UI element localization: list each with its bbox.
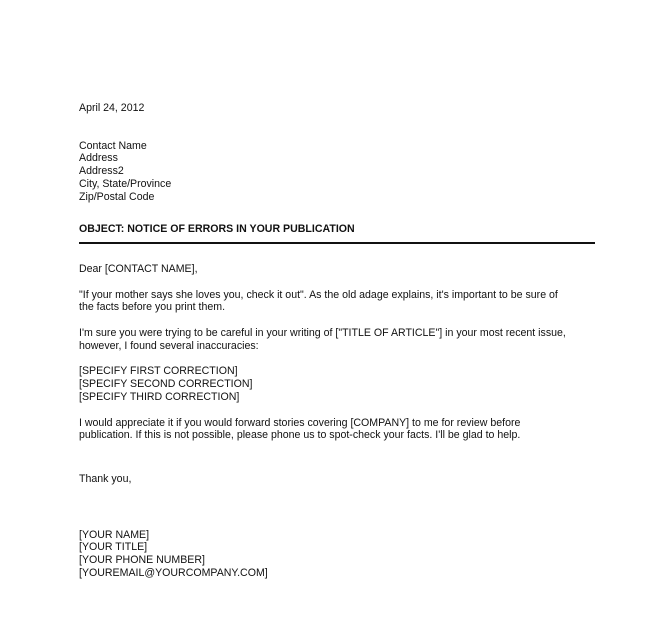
paragraph-inaccuracies-line2: however, I found several inaccuracies:	[79, 339, 259, 352]
subject-text: OBJECT: NOTICE OF ERRORS IN YOUR PUBLICATION	[79, 223, 355, 236]
recipient-address-line1: Address	[79, 152, 118, 165]
salutation-block	[79, 263, 595, 276]
signature-block	[79, 529, 595, 580]
paragraph-inaccuracies-line1: I'm sure you were trying to be careful in your writing of ["TITLE OF ARTICLE"] in your most recent issue,	[79, 327, 566, 340]
letter-date: April 24, 2012	[79, 102, 145, 114]
signature-email: [YOUREMAIL@YOURCOMPANY.COM]	[79, 566, 268, 579]
recipient-address-line2: Address2	[79, 165, 124, 178]
recipient-city-line: City, State/Province	[79, 177, 172, 190]
correction-item: [SPECIFY THIRD CORRECTION]	[79, 390, 240, 403]
paragraph-adage-line2: the facts before you print them.	[79, 301, 226, 314]
corrections-list	[79, 365, 595, 403]
paragraph-request	[79, 417, 595, 442]
recipient-name: Contact Name	[79, 139, 147, 152]
closing-text: Thank you,	[79, 472, 132, 485]
recipient-address	[79, 140, 595, 204]
paragraph-inaccuracies	[79, 327, 595, 352]
signature-name: [YOUR NAME]	[79, 528, 150, 541]
closing-block	[79, 473, 595, 486]
paragraph-request-line2: publication. If this is not possible, please phone us to spot-check your facts. I'll be glad to help.	[79, 429, 521, 442]
letter-date-block	[79, 102, 595, 115]
signature-title: [YOUR TITLE]	[79, 541, 148, 554]
correction-item: [SPECIFY SECOND CORRECTION]	[79, 378, 253, 391]
paragraph-adage	[79, 289, 595, 314]
recipient-zip-line: Zip/Postal Code	[79, 190, 155, 203]
signature-phone: [YOUR PHONE NUMBER]	[79, 554, 205, 567]
paragraph-request-line1: I would appreciate it if you would forward stories covering [COMPANY] to me for review before	[79, 416, 521, 429]
subject-heading	[79, 223, 595, 244]
paragraph-adage-line1: "If your mother says she loves you, check it out". As the old adage explains, it's important to be sure of	[79, 288, 558, 301]
salutation: Dear [CONTACT NAME],	[79, 262, 198, 275]
correction-item: [SPECIFY FIRST CORRECTION]	[79, 365, 238, 378]
letter-body	[79, 102, 595, 579]
